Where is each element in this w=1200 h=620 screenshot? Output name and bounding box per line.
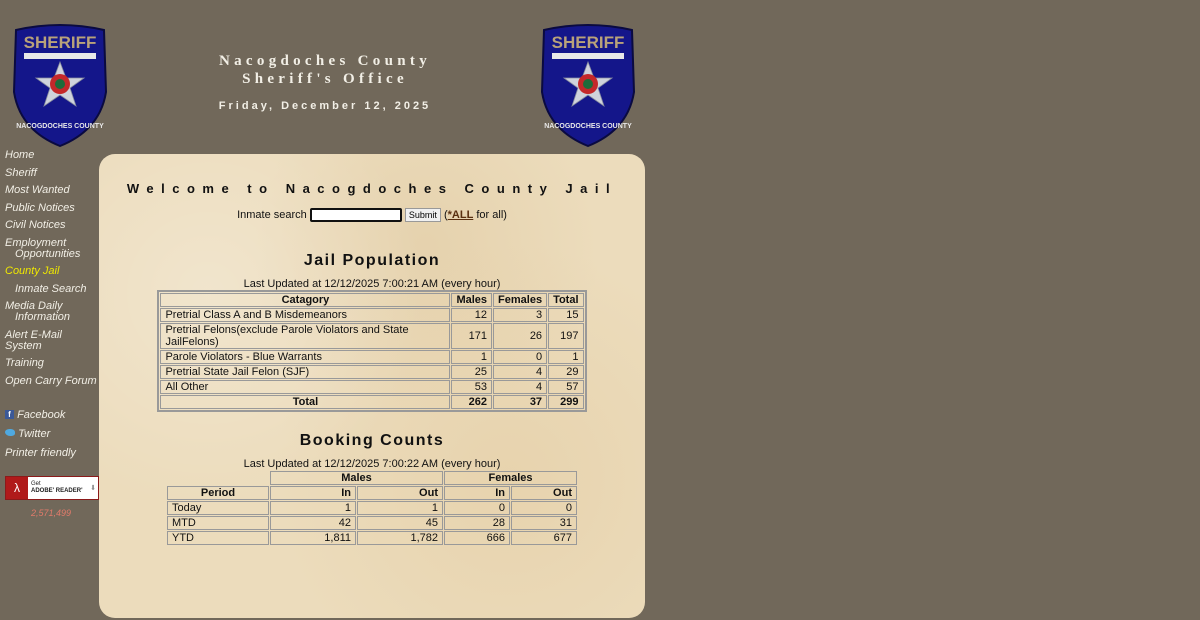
cell-total: 1 (548, 350, 583, 364)
cell-category: Pretrial State Jail Felon (SJF) (160, 365, 450, 379)
cell-females: 26 (493, 323, 547, 349)
cell-females-out: 31 (511, 516, 577, 530)
facebook-label: Facebook (17, 408, 66, 421)
nav-civil-notices[interactable]: Civil Notices (5, 219, 66, 231)
table-row (167, 501, 577, 515)
main-content-panel (99, 154, 645, 618)
twitter-link[interactable] (5, 428, 100, 441)
facebook-link[interactable] (5, 409, 100, 422)
col-category: Catagory (160, 293, 450, 307)
svg-text:SHERIFF: SHERIFF (551, 33, 625, 52)
nav-public-notices[interactable]: Public Notices (5, 201, 75, 214)
cell-males: 1 (451, 350, 492, 364)
cell-females: 0 (493, 350, 547, 364)
printer-friendly-link[interactable]: Printer friendly (5, 446, 76, 459)
nav-sheriff[interactable]: Sheriff (5, 166, 37, 179)
col-females-in: In (444, 486, 510, 500)
table-header-row (167, 486, 577, 500)
adobe-icon: λ (6, 477, 28, 499)
cell-females-in: 28 (444, 516, 510, 530)
search-hint-open: ( (443, 208, 448, 221)
table-row (160, 365, 583, 379)
cell-males: 12 (451, 308, 492, 322)
nav-employment-opportunities[interactable] (5, 238, 100, 260)
table-row (160, 308, 583, 322)
table-row (160, 323, 583, 349)
col-period: Period (167, 486, 269, 500)
nav-media-label: Media Daily (5, 300, 63, 312)
cell-total: 197 (548, 323, 583, 349)
site-title-line2: Sheriff's Office (242, 71, 408, 87)
site-title-line1: Nacogdoches County (219, 53, 431, 69)
cell-total-females: 37 (493, 395, 547, 409)
adobe-get-label: Get (31, 480, 41, 487)
table-row (167, 516, 577, 530)
cell-total-all: 299 (548, 395, 583, 409)
cell-total-label: Total (160, 395, 450, 409)
cell-total: 29 (548, 365, 583, 379)
svg-text:NACOGDOCHES COUNTY: NACOGDOCHES COUNTY (16, 123, 104, 130)
table-row (167, 531, 577, 545)
cell-category: All Other (160, 380, 450, 394)
inmate-search-input[interactable] (310, 208, 402, 222)
table-header-row (160, 293, 583, 307)
nav-open-carry-forum[interactable]: Open Carry Forum (5, 374, 97, 387)
cell-total-males: 262 (451, 395, 492, 409)
nav-media-label2: Information (15, 311, 71, 323)
adobe-reader-label: ADOBE' READER' (31, 487, 83, 494)
table-row (160, 380, 583, 394)
cell-males-in: 1 (270, 501, 356, 515)
cell-females-in: 666 (444, 531, 510, 545)
submit-button[interactable]: Submit (405, 208, 441, 222)
nav-alert-email-system[interactable]: Alert E-Mail System (5, 328, 62, 352)
twitter-label: Twitter (18, 427, 51, 440)
nav-employment-label: Employment (5, 236, 67, 249)
nav-training[interactable]: Training (5, 357, 44, 369)
cell-females: 4 (493, 380, 547, 394)
blank-header (167, 471, 269, 485)
cell-category: Parole Violators - Blue Warrants (160, 350, 450, 364)
cell-males-out: 45 (357, 516, 443, 530)
booking-counts-heading: Booking Counts (299, 432, 445, 449)
cell-period: Today (167, 501, 269, 515)
site-title (170, 52, 480, 88)
nav-county-jail[interactable]: County Jail (5, 265, 60, 277)
col-group-females: Females (444, 471, 577, 485)
cell-females: 3 (493, 308, 547, 322)
download-icon: ⬇ (90, 484, 96, 492)
all-inmates-link[interactable]: *ALL (447, 208, 474, 221)
cell-total: 57 (548, 380, 583, 394)
cell-males-out: 1,782 (357, 531, 443, 545)
cell-males-in: 42 (270, 516, 356, 530)
jail-population-table (157, 290, 586, 412)
current-date: Friday, December 12, 2025 (218, 100, 432, 112)
cell-males: 171 (451, 323, 492, 349)
booking-counts-table (166, 470, 578, 546)
inmate-search-label: Inmate search (237, 208, 307, 221)
cell-males: 25 (451, 365, 492, 379)
get-adobe-reader-button[interactable] (5, 476, 99, 500)
nav-most-wanted[interactable]: Most Wanted (5, 184, 70, 196)
population-last-updated: Last Updated at 12/12/2025 7:00:21 AM (every hour) (243, 278, 501, 290)
cell-total: 15 (548, 308, 583, 322)
svg-text:SHERIFF: SHERIFF (23, 33, 97, 52)
table-group-header-row (167, 471, 577, 485)
cell-males: 53 (451, 380, 492, 394)
twitter-icon (5, 429, 15, 436)
cell-females-in: 0 (444, 501, 510, 515)
nav-inmate-search[interactable]: Inmate Search (15, 282, 87, 295)
sheriff-badge-logo-left (10, 22, 110, 148)
nav-employment-label2: Opportunities (15, 247, 81, 260)
cell-category: Pretrial Felons(exclude Parole Violators and State JailFelons) (160, 323, 450, 349)
sidebar-nav (5, 150, 100, 518)
nav-media-daily-information[interactable] (5, 301, 100, 323)
visit-counter: 2,571,499 (30, 507, 72, 518)
nav-home[interactable]: Home (5, 149, 35, 161)
cell-category: Pretrial Class A and B Misdemeanors (160, 308, 450, 322)
jail-population-heading: Jail Population (303, 252, 441, 269)
table-row (160, 350, 583, 364)
col-group-males: Males (270, 471, 443, 485)
cell-females: 4 (493, 365, 547, 379)
facebook-icon: f (5, 410, 14, 419)
inmate-search-form (99, 208, 645, 222)
col-females-out: Out (511, 486, 577, 500)
table-total-row (160, 395, 583, 409)
cell-females-out: 0 (511, 501, 577, 515)
svg-text:NACOGDOCHES COUNTY: NACOGDOCHES COUNTY (544, 123, 632, 130)
bookings-last-updated: Last Updated at 12/12/2025 7:00:22 AM (every hour) (243, 458, 501, 470)
welcome-heading: Welcome to Nacogdoches County Jail (126, 181, 618, 196)
col-males-out: Out (357, 486, 443, 500)
col-males-in: In (270, 486, 356, 500)
search-hint-close: for all) (473, 208, 507, 221)
col-females: Females (493, 293, 547, 307)
col-males: Males (451, 293, 492, 307)
cell-males-in: 1,811 (270, 531, 356, 545)
cell-females-out: 677 (511, 531, 577, 545)
cell-period: YTD (167, 531, 269, 545)
sheriff-badge-logo-right (538, 22, 638, 148)
cell-males-out: 1 (357, 501, 443, 515)
cell-period: MTD (167, 516, 269, 530)
col-total: Total (548, 293, 583, 307)
